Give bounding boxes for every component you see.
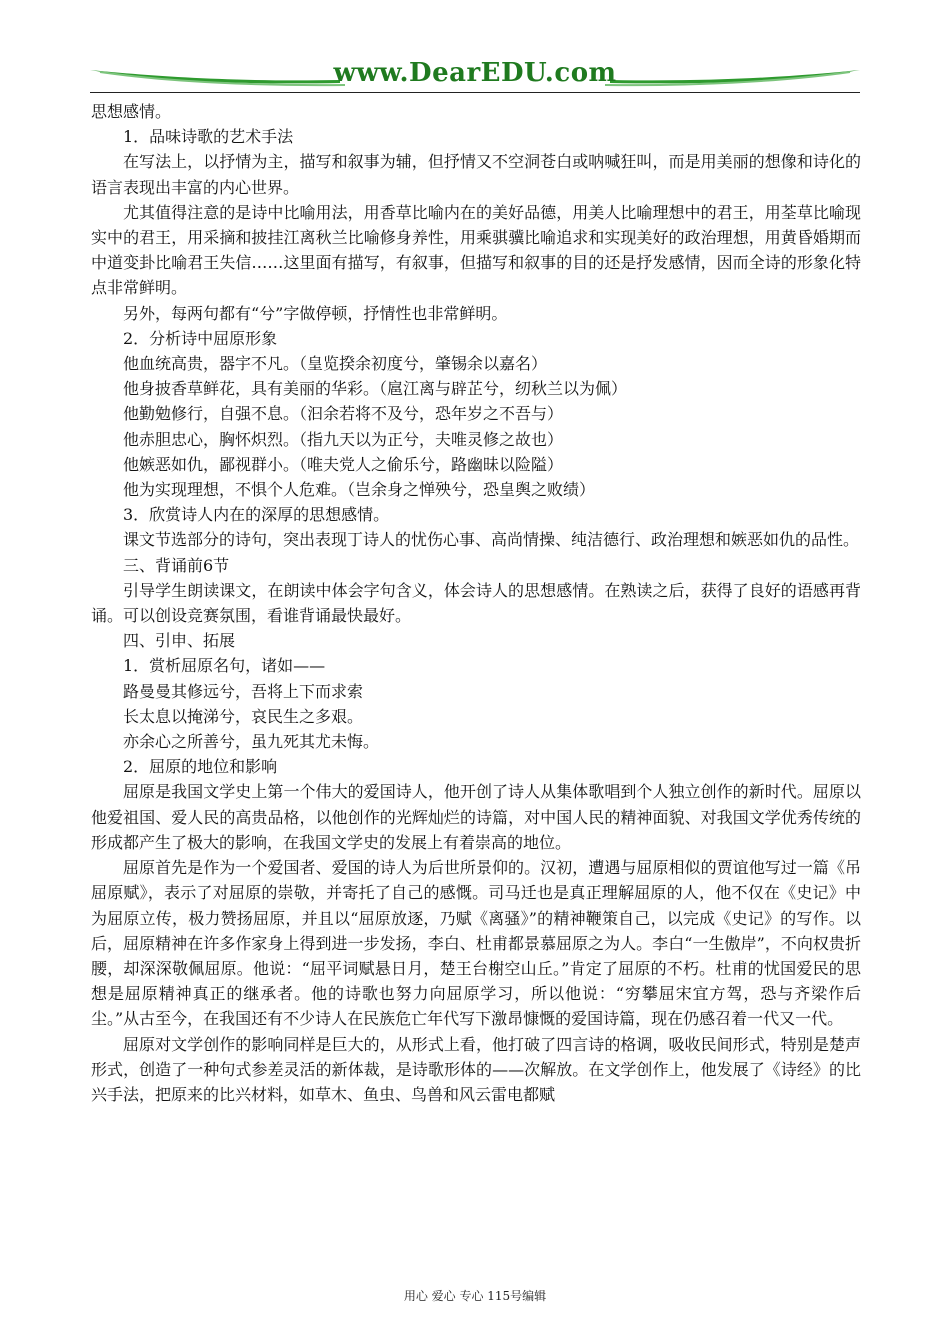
paragraph: 屈原对文学创作的影响同样是巨大的，从形式上看，他打破了四言诗的格调，吸收民间形式，特别是楚声形式，创造了一种句式参差灵活的新体裁，是诗歌形体的——次解放。在文学创作上，他发展了《诗经》的比兴手法，把原来的比兴材料，如草木、鱼虫、鸟兽和风云雷电都赋 xyxy=(91,1034,861,1104)
paragraph: 亦余心之所善兮，虽九死其尤未悔。 xyxy=(123,732,380,752)
paragraph: 另外，每两句都有“兮”字做停顿，抒情性也非常鲜明。 xyxy=(123,303,508,323)
paragraph: 他赤胆忠心，胸怀炽烈。（指九天以为正兮，夫唯灵修之故也） xyxy=(123,429,564,449)
paragraph: 1．赏析屈原名句，诸如—— xyxy=(123,656,326,676)
paragraph: 路曼曼其修远兮，吾将上下而求索 xyxy=(123,681,364,701)
paragraph: 他身披香草鲜花，具有美丽的华彩。（扈江离与辟芷兮，纫秋兰以为佩） xyxy=(123,379,628,399)
paragraph: 2．分析诗中屈原形象 xyxy=(123,328,278,348)
page-header xyxy=(90,52,860,94)
paragraph: 屈原是我国文学史上第一个伟大的爱国诗人，他开创了诗人从集体歌唱到个人独立创作的新时代。屈原以他爱祖国、爱人民的高贵品格，以他创作的光辉灿烂的诗篇，对中国人民的精神面貌、对我国文学优秀传统的形成都产生了极大的影响，在我国文学史的发展上有着崇高的地位。 xyxy=(91,782,861,852)
paragraph: 课文节选部分的诗句，突出表现丁诗人的忧伤心事、高尚情操、纯洁德行、政治理想和嫉恶如仇的品性。 xyxy=(123,530,860,550)
paragraph: 引导学生朗读课文，在朗读中体会字句含义，体会诗人的思想感情。在熟读之后，获得了良好的语感再背诵。可以创设竞赛氛围，看谁背诵最快最好。 xyxy=(91,580,861,626)
paragraph: 在写法上，以抒情为主，描写和叙事为辅，但抒情又不空洞苍白或呐喊狂叫，而是用美丽的想像和诗化的语言表现出丰富的内心世界。 xyxy=(91,152,861,197)
document-body xyxy=(91,99,861,1107)
paragraph: 2．屈原的地位和影响 xyxy=(123,757,278,777)
paragraph: 三、背诵前6节 xyxy=(123,555,230,575)
paragraph: 四、引申、拓展 xyxy=(123,631,236,651)
paragraph: 屈原首先是作为一个爱国者、爱国的诗人为后世所景仰的。汉初，遭遇与屈原相似的贾谊他写过一篇《吊屈原赋》，表示了对屈原的崇敬，并寄托了自己的感慨。司马迁也是真正理解屈原的人，他不仅在《史记》中为屈原立传，极力赞扬屈原，并且以“屈原放逐，乃赋《离骚》”的精神鞭策自己，以完成《史记》的写作。以后，屈原精神在许多作家身上得到进一步发扬，李白、杜甫都景慕屈原之为人。李白“一生傲岸”，不向权贵折腰，却深深敬佩屈原。他说：“屈平词赋悬日月，楚王台榭空山丘。”肯定了屈原的不朽。杜甫的忧国爱民的思想是屈原精神真正的继承者。他的诗歌也努力向屈原学习，所以他说：“穷攀屈宋宜方驾，恐与齐梁作后尘。”从古至今，在我国还有不少诗人在民族危亡年代写下激昂慷慨的爱国诗篇，现在仍感召着一代又一代。 xyxy=(91,858,861,1029)
paragraph: 尤其值得注意的是诗中比喻用法，用香草比喻内在的美好品德，用美人比喻理想中的君王，用荃草比喻现实中的君王，用采摘和披挂江离秋兰比喻修身养性，用乘骐骥比喻追求和实现美好的政治理想，用黄昏婚期而中道变卦比喻君王失信……这里面有描写，有叙事，但描写和叙事的目的还是抒发感情，因而全诗的形象化特点非常鲜明。 xyxy=(91,202,861,298)
paragraph: 长太息以掩涕兮，哀民生之多艰。 xyxy=(123,706,364,726)
paragraph: 3．欣赏诗人内在的深厚的思想感情。 xyxy=(123,505,390,525)
paragraph: 1．品味诗歌的艺术手法 xyxy=(123,127,294,147)
paragraph: 他勤勉修行，自强不息。（汩余若将不及兮，恐年岁之不吾与） xyxy=(123,404,564,424)
site-logo[interactable]: www.DearEDU.com xyxy=(333,58,617,88)
paragraph: 他血统高贵，器宇不凡。（皇览揆余初度兮，肇锡余以嘉名） xyxy=(123,354,548,374)
paragraph: 思想感情。 xyxy=(91,102,172,121)
page-footer: 用心 爱心 专心 115号编辑 xyxy=(403,1289,547,1303)
header-divider xyxy=(90,92,860,93)
paragraph: 他为实现理想，不惧个人危难。（岂余身之惮殃兮，恐皇舆之败绩） xyxy=(123,480,596,500)
paragraph: 他嫉恶如仇，鄙视群小。（唯夫党人之偷乐兮，路幽昧以险隘） xyxy=(123,454,564,474)
